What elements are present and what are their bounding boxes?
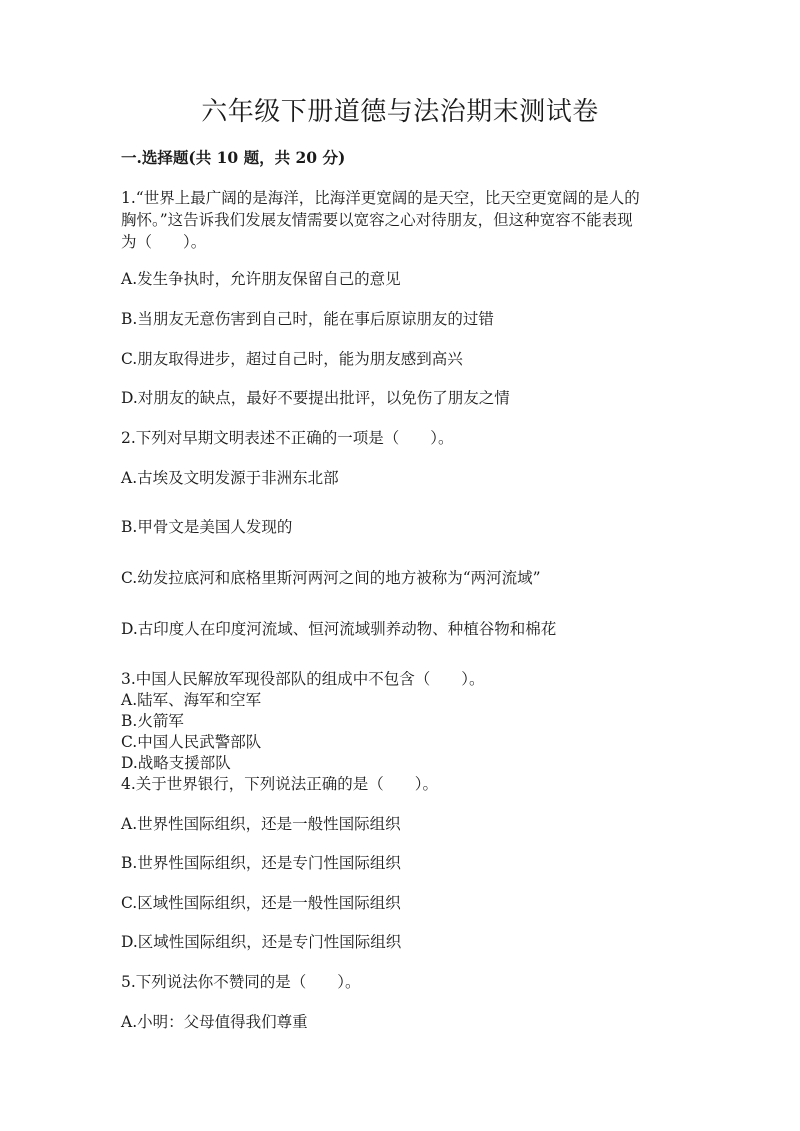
question-1-option-a: A.发生争执时，允许朋友保留自己的意见 bbox=[121, 270, 401, 288]
question-4-stem: 4.关于世界银行，下列说法正确的是（ ）。 bbox=[121, 775, 439, 793]
question-2-option-b: B.甲骨文是美国人发现的 bbox=[121, 518, 293, 536]
question-1-option-d: D.对朋友的缺点，最好不要提出批评，以免伤了朋友之情 bbox=[121, 389, 510, 407]
question-5-stem: 5.下列说法你不赞同的是（ ）。 bbox=[121, 973, 361, 991]
question-1-stem-line-2: 胸怀。”这告诉我们发展友情需要以宽容之心对待朋友，但这种宽容不能表现 bbox=[121, 211, 633, 229]
question-3-option-c: C.中国人民武警部队 bbox=[121, 733, 262, 751]
question-1-stem-line-1: 1.“世界上最广阔的是海洋，比海洋更宽阔的是天空，比天空更宽阔的是人的 bbox=[121, 189, 640, 207]
question-2-option-c: C.幼发拉底河和底格里斯河两河之间的地方被称为“两河流域” bbox=[121, 569, 541, 587]
question-2-stem: 2.下列对早期文明表述不正确的一项是（ ）。 bbox=[121, 429, 454, 447]
section-heading: 一.选择题(共 10 题，共 20 分) bbox=[121, 148, 346, 167]
question-3-option-d: D.战略支援部队 bbox=[121, 754, 231, 772]
question-1-option-b: B.当朋友无意伤害到自己时，能在事后原谅朋友的过错 bbox=[121, 310, 494, 328]
question-5-option-a: A.小明：父母值得我们尊重 bbox=[121, 1013, 308, 1031]
question-4-option-a: A.世界性国际组织，还是一般性国际组织 bbox=[121, 815, 401, 833]
question-4-option-c: C.区域性国际组织，还是一般性国际组织 bbox=[121, 894, 401, 912]
question-4-option-b: B.世界性国际组织，还是专门性国际组织 bbox=[121, 854, 401, 872]
question-3-option-b: B.火箭军 bbox=[121, 712, 184, 730]
page-title: 六年级下册道德与法治期末测试卷 bbox=[201, 97, 599, 127]
question-3-option-a: A.陆军、海军和空军 bbox=[121, 691, 262, 709]
question-1-stem-line-3: 为（ ）。 bbox=[121, 233, 207, 251]
question-3-stem: 3.中国人民解放军现役部队的组成中不包含（ ）。 bbox=[121, 670, 485, 688]
question-2-option-a: A.古埃及文明发源于非洲东北部 bbox=[121, 469, 339, 487]
question-2-option-d: D.古印度人在印度河流域、恒河流域驯养动物、种植谷物和棉花 bbox=[121, 620, 557, 638]
question-4-option-d: D.区域性国际组织，还是专门性国际组织 bbox=[121, 933, 402, 951]
question-1-option-c: C.朋友取得进步，超过自己时，能为朋友感到高兴 bbox=[121, 350, 463, 368]
